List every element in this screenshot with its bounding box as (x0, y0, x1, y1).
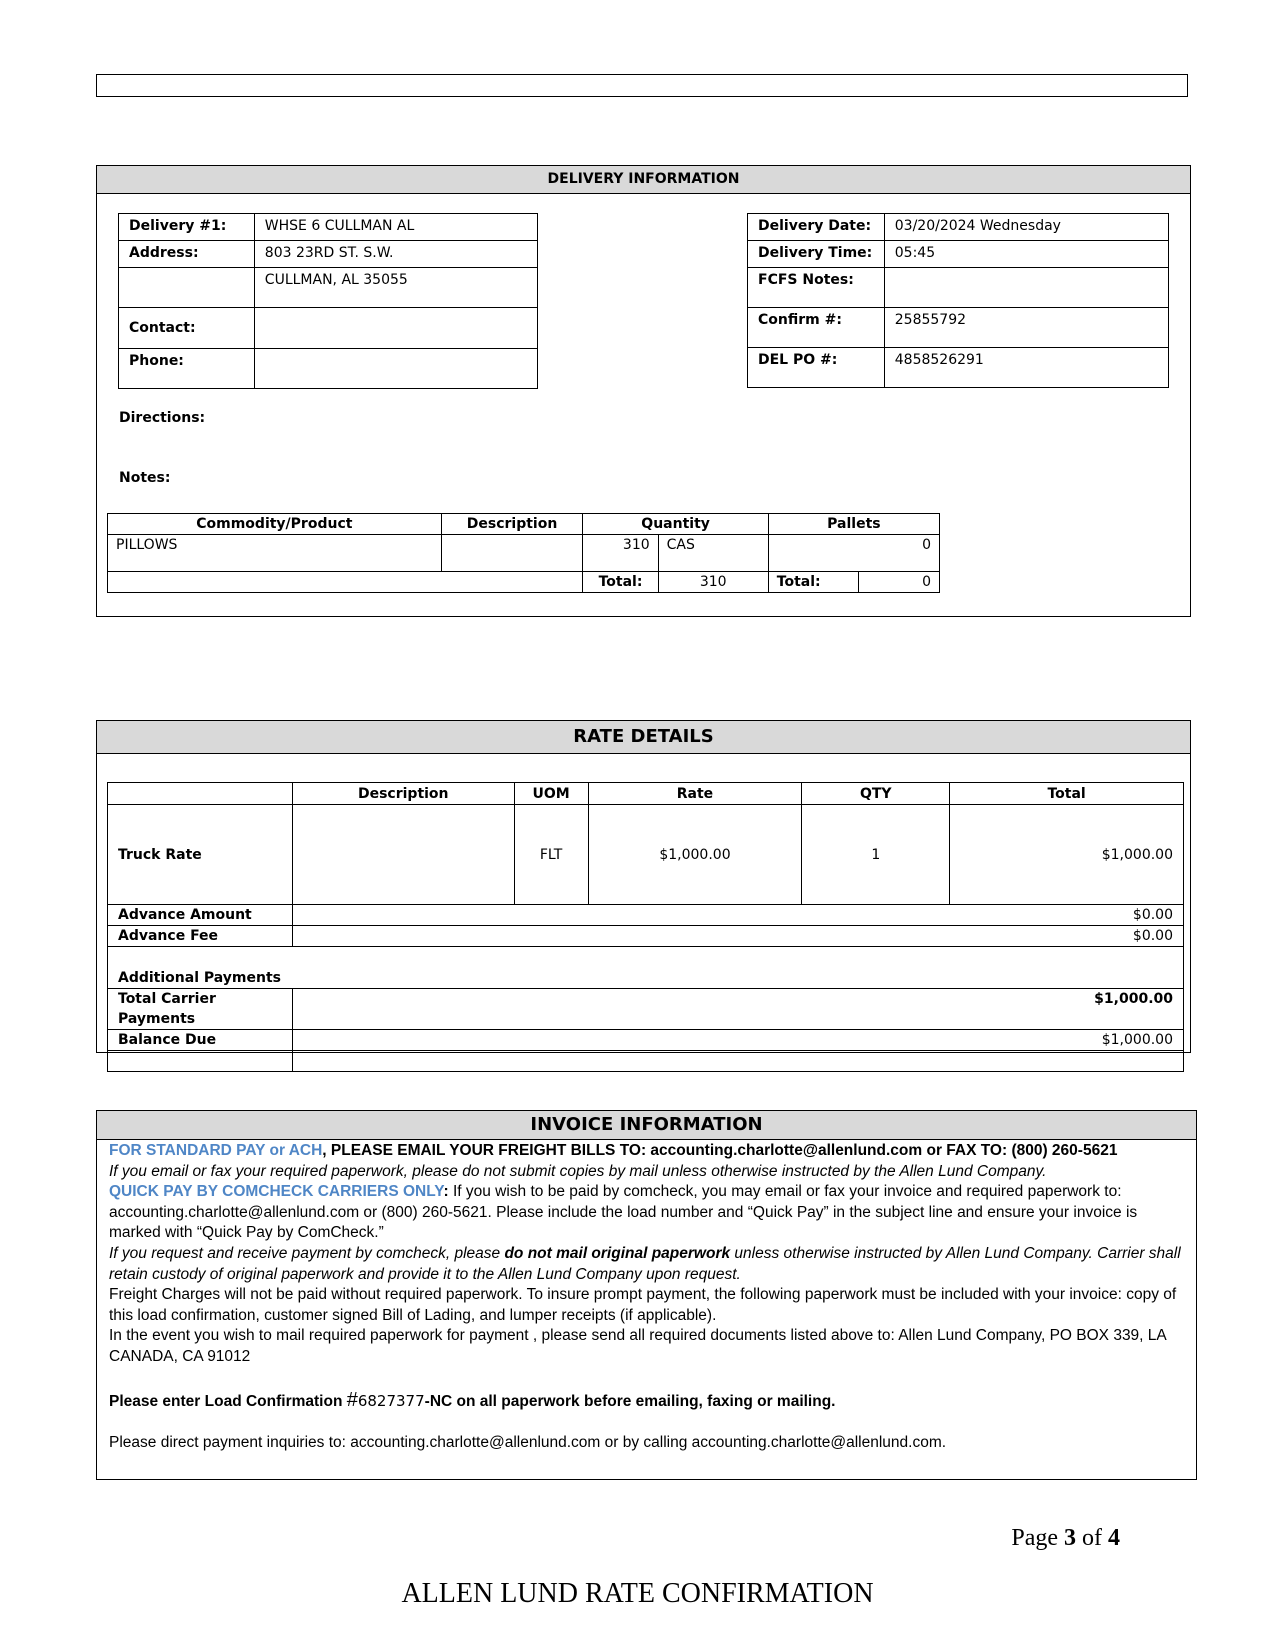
page-current: 3 (1064, 1525, 1076, 1551)
delivery-time-label: Delivery Time: (748, 241, 885, 268)
truck-rate-total: $1,000.00 (950, 805, 1184, 905)
rate-empty-label (108, 1051, 293, 1072)
advance-amount-label: Advance Amount (108, 905, 293, 926)
advance-fee-value: $0.00 (292, 926, 1183, 947)
notes-label: Notes: (119, 470, 171, 486)
total-carrier-payments-value: $1,000.00 (292, 989, 1183, 1030)
standard-pay-instructions: , PLEASE EMAIL YOUR FREIGHT BILLS TO: accounting.charlotte@allenlund.com or FAX TO: (800) 260-5621 (322, 1142, 1118, 1159)
truck-rate-qty: 1 (802, 805, 950, 905)
delivery-date-label: Delivery Date: (748, 214, 885, 241)
rate-col-blank (108, 783, 293, 805)
rate-header: RATE DETAILS (97, 721, 1190, 754)
truck-rate-rate: $1,000.00 (588, 805, 802, 905)
fcfs-notes-label: FCFS Notes: (748, 268, 885, 308)
rate-empty-value (292, 1051, 1183, 1072)
invoice-body (109, 1141, 1186, 1454)
address-line1: 803 23RD ST. S.W. (254, 241, 537, 268)
rate-col-total: Total (950, 783, 1184, 805)
commodity-total-blank (108, 572, 583, 593)
comcheck-note (109, 1244, 1186, 1285)
of-word: of (1082, 1525, 1102, 1551)
quantity-header: Quantity (583, 514, 768, 535)
delivery-left-table (118, 213, 538, 389)
delivery-number-label: Delivery #1: (119, 214, 255, 241)
confirm-value: 25855792 (884, 308, 1168, 348)
standard-pay-note: If you email or fax your required paperwork, please do not submit copies by mail unless otherwise instructed by the Allen Lund Company. (109, 1162, 1047, 1180)
commodity-table (107, 513, 940, 593)
balance-due-label: Balance Due (108, 1030, 293, 1051)
total-carrier-payments-label: Total Carrier Payments (108, 989, 293, 1030)
quick-pay-heading: QUICK PAY BY COMCHECK CARRIERS ONLY (109, 1183, 444, 1201)
rate-col-uom: UOM (514, 783, 588, 805)
load-conf-part2: -NC on all paperwork before emailing, faxing or mailing. (424, 1392, 836, 1410)
phone-label: Phone: (119, 349, 255, 389)
commodity-unit: CAS (658, 535, 768, 572)
description-header: Description (441, 514, 583, 535)
pallets-total-value: 0 (859, 572, 940, 593)
confirm-label: Confirm #: (748, 308, 885, 348)
delivery-number-value: WHSE 6 CULLMAN AL (254, 214, 537, 241)
comcheck-note-part2: unless otherwise instructed by Allen Lund Company. Carrier shall retain custody of original paperwork and provide it to the Allen Lund Company upon request. (109, 1244, 1181, 1283)
header-box (96, 74, 1188, 97)
standard-pay-paragraph (109, 1141, 1186, 1162)
load-confirmation-paragraph (109, 1390, 1186, 1413)
address-label: Address: (119, 241, 255, 268)
truck-rate-description (292, 805, 514, 905)
page-number (1011, 1525, 1120, 1552)
commodity-qty: 310 (583, 535, 658, 572)
pallets-header: Pallets (768, 514, 939, 535)
del-po-value: 4858526291 (884, 348, 1168, 388)
rate-col-description: Description (292, 783, 514, 805)
document-title: ALLEN LUND RATE CONFIRMATION (401, 1578, 874, 1609)
commodity-pallets: 0 (768, 535, 939, 572)
advance-fee-label: Advance Fee (108, 926, 293, 947)
delivery-date-value: 03/20/2024 Wednesday (884, 214, 1168, 241)
page-total: 4 (1108, 1525, 1120, 1551)
truck-rate-uom: FLT (514, 805, 588, 905)
delivery-right-table (747, 213, 1169, 388)
fcfs-notes-value (884, 268, 1168, 308)
payment-inquiries-text: Please direct payment inquiries to: accounting.charlotte@allenlund.com or by calling accounting.charlotte@allenlund.com. (109, 1434, 947, 1452)
qty-total-label: Total: (583, 572, 658, 593)
freight-charges-text: Freight Charges will not be paid without required paperwork. To insure prompt payment, the following paperwork must be included with your invoice: copy of this load confirmation, customer signed Bill of Lading, and lumper receipts (if applicable). (109, 1286, 1177, 1324)
comcheck-note-part1: If you request and receive payment by comcheck, please (109, 1244, 505, 1262)
quick-pay-text: If you wish to be paid by comcheck, you may email or fax your invoice and required paperwork to: accounting.charlotte@allenlund.com or (800) 260-5621. Please include the load number and “Quick Pay” in the subject line and ensure your invoice is marked with “Quick Pay by ComCheck.” (109, 1183, 1138, 1242)
additional-payments-label: Additional Payments (108, 947, 1184, 989)
invoice-header: INVOICE INFORMATION (97, 1111, 1196, 1140)
load-conf-hash: # (346, 1388, 358, 1411)
rate-details-section (96, 720, 1191, 1053)
quick-pay-paragraph (109, 1182, 1186, 1244)
delivery-time-value: 05:45 (884, 241, 1168, 268)
delivery-header: DELIVERY INFORMATION (97, 166, 1190, 194)
standard-pay-heading: FOR STANDARD PAY or ACH (109, 1142, 323, 1159)
del-po-label: DEL PO #: (748, 348, 885, 388)
comcheck-note-bold: do not mail original paperwork (504, 1244, 731, 1262)
commodity-header: Commodity/Product (108, 514, 442, 535)
contact-value (254, 308, 537, 349)
page-word: Page (1011, 1525, 1058, 1551)
balance-due-value: $1,000.00 (292, 1030, 1183, 1051)
directions-label: Directions: (119, 410, 206, 426)
mail-paperwork-text: In the event you wish to mail required paperwork for payment , please send all required documents listed above to: Allen Lund Company, PO BOX 339, LA CANADA, CA 91012 (109, 1327, 1166, 1365)
load-conf-number: 6827377 (357, 1391, 425, 1410)
quick-pay-colon: : (443, 1183, 449, 1201)
phone-value (254, 349, 537, 389)
delivery-information-section (96, 165, 1191, 617)
contact-label: Contact: (119, 308, 255, 349)
rate-table (107, 782, 1184, 1072)
invoice-information-section (96, 1110, 1197, 1480)
address-blank-label (119, 268, 255, 308)
rate-col-qty: QTY (802, 783, 950, 805)
truck-rate-label: Truck Rate (108, 805, 293, 905)
commodity-description (441, 535, 583, 572)
pallets-total-label: Total: (768, 572, 859, 593)
address-line2: CULLMAN, AL 35055 (254, 268, 537, 308)
commodity-product: PILLOWS (108, 535, 442, 572)
rate-col-rate: Rate (588, 783, 802, 805)
load-conf-part1: Please enter Load Confirmation (109, 1392, 347, 1410)
advance-amount-value: $0.00 (292, 905, 1183, 926)
qty-total-value: 310 (658, 572, 768, 593)
